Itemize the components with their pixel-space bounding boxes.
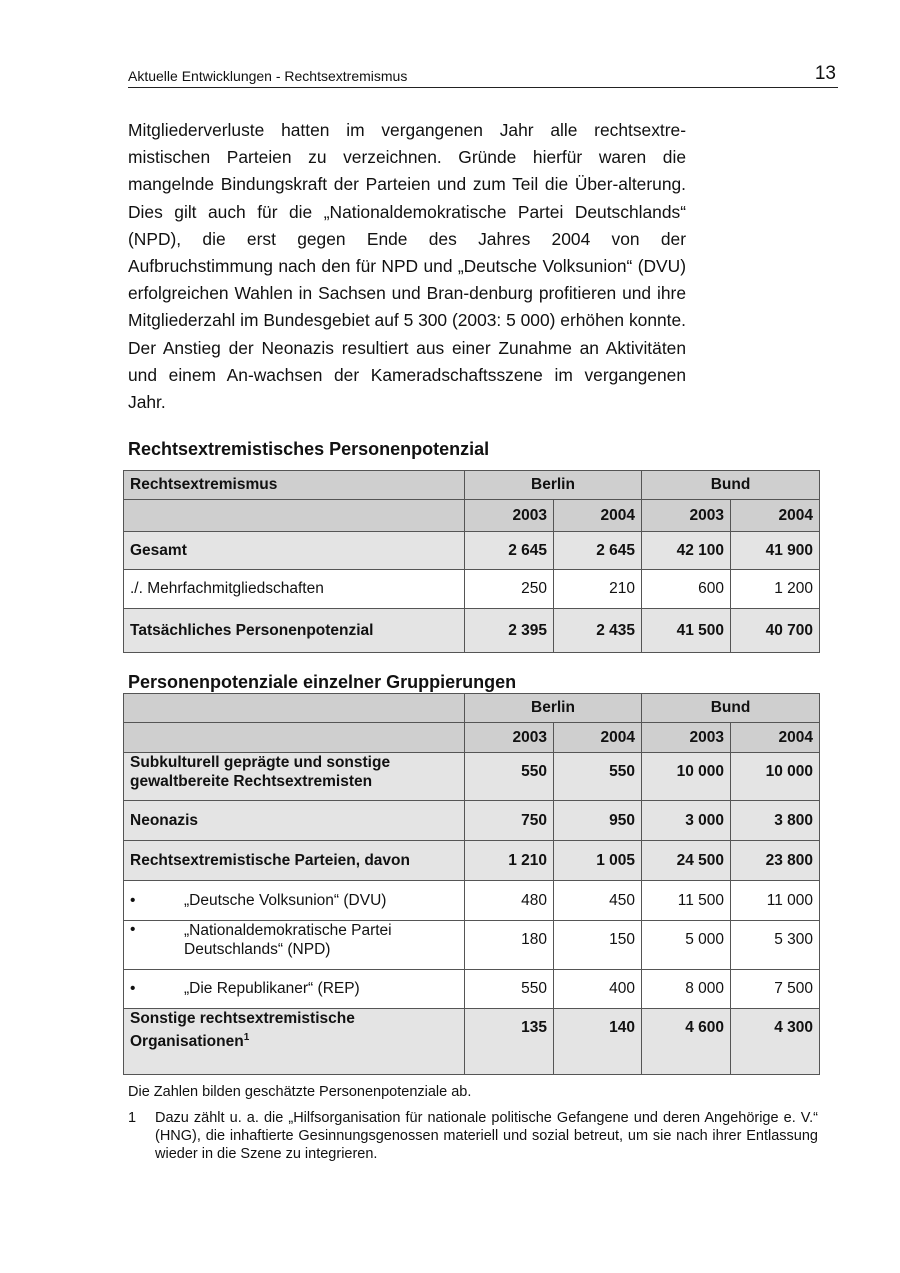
cell-value: 400 — [554, 970, 642, 1009]
cell-value: 24 500 — [642, 841, 731, 881]
table2-year: 2004 — [731, 723, 820, 753]
cell-value: 11 000 — [731, 881, 820, 921]
table-row — [124, 841, 820, 881]
footnote-text: Dazu zählt u. a. die „Hilfsorganisation für nationale politische Gefangene und deren Angehörige e. V.“ (HNG), die inhaftierte Gesinnungsgenossen materiell und sozial betreut, um sie nach ihrer Entlassung wieder in die Szene zu integrieren. — [155, 1110, 818, 1162]
cell-value: 2 645 — [465, 532, 554, 570]
table-row — [124, 532, 820, 570]
cell-value: 5 000 — [642, 921, 731, 970]
cell-value: 7 500 — [731, 970, 820, 1009]
row-label: Tatsächliches Personenpotenzial — [124, 609, 465, 653]
table1-group-header-row — [124, 471, 820, 500]
table2-group-bund: Bund — [642, 694, 820, 723]
bullet: • — [130, 980, 136, 997]
table-row — [124, 970, 820, 1009]
table2-title: Personenpotenziale einzelner Gruppierungen — [128, 672, 517, 692]
cell-value: 10 000 — [642, 753, 731, 801]
table1-year: 2003 — [465, 500, 554, 532]
table2-header-blank — [124, 694, 465, 723]
table1-header-label: Rechtsextremismus — [124, 471, 465, 500]
cell-value: 1 005 — [554, 841, 642, 881]
cell-value: 42 100 — [642, 532, 731, 570]
cell-value: 250 — [465, 570, 554, 609]
cell-value: 8 000 — [642, 970, 731, 1009]
row-label-line: Sonstige rechtsextremistische — [130, 1010, 355, 1027]
row-label — [124, 881, 465, 921]
table2-year-row — [124, 723, 820, 753]
footnote-marker: 1 — [243, 1032, 250, 1043]
row-label: Rechtsextremistische Parteien, davon — [124, 841, 465, 881]
table-row — [124, 570, 820, 609]
cell-value: 5 300 — [731, 921, 820, 970]
table2-group-berlin: Berlin — [465, 694, 642, 723]
row-label-text: „Deutsche Volksunion“ (DVU) — [184, 891, 387, 909]
row-label-line: gewaltbereite Rechtsextremisten — [130, 773, 373, 790]
cell-value: 550 — [465, 753, 554, 801]
cell-value: 140 — [554, 1009, 642, 1075]
footnote — [128, 1109, 818, 1163]
row-label: ./. Mehrfachmitgliedschaften — [124, 570, 465, 609]
cell-value: 550 — [465, 970, 554, 1009]
cell-value: 450 — [554, 881, 642, 921]
cell-value: 210 — [554, 570, 642, 609]
table1-year-blank — [124, 500, 465, 532]
table2-group-header-row — [124, 694, 820, 723]
table1-year: 2004 — [554, 500, 642, 532]
table1-year-row — [124, 500, 820, 532]
cell-value: 10 000 — [731, 753, 820, 801]
table-row — [124, 921, 820, 970]
table2-year-blank — [124, 723, 465, 753]
cell-value: 1 210 — [465, 841, 554, 881]
bullet: • — [130, 921, 136, 938]
table-row — [124, 609, 820, 653]
row-label-line: Organisationen — [130, 1033, 244, 1051]
table1-title: Rechtsextremistisches Personenpotenzial — [128, 439, 490, 459]
footnote-number: 1 — [128, 1110, 137, 1126]
cell-value: 4 600 — [642, 1009, 731, 1075]
row-label — [124, 921, 465, 970]
table-row — [124, 801, 820, 841]
table-row — [124, 1009, 820, 1075]
row-label: Gesamt — [124, 532, 465, 570]
table-row — [124, 881, 820, 921]
table-gruppierungen — [123, 693, 820, 1075]
cell-value: 950 — [554, 801, 642, 841]
cell-value: 750 — [465, 801, 554, 841]
page-header — [128, 62, 838, 88]
bullet: • — [130, 891, 136, 909]
table2-year: 2004 — [554, 723, 642, 753]
table1-group-bund: Bund — [642, 471, 820, 500]
table1-year: 2003 — [642, 500, 731, 532]
row-label — [124, 753, 465, 801]
cell-value: 11 500 — [642, 881, 731, 921]
cell-value: 2 395 — [465, 609, 554, 653]
cell-value: 41 500 — [642, 609, 731, 653]
table-note: Die Zahlen bilden geschätzte Personenpotenziale ab. — [128, 1084, 472, 1100]
table1-group-berlin: Berlin — [465, 471, 642, 500]
cell-value: 550 — [554, 753, 642, 801]
cell-value: 4 300 — [731, 1009, 820, 1075]
cell-value: 135 — [465, 1009, 554, 1075]
cell-value: 2 645 — [554, 532, 642, 570]
cell-value: 1 200 — [731, 570, 820, 609]
cell-value: 600 — [642, 570, 731, 609]
cell-value: 3 000 — [642, 801, 731, 841]
table-personenpotenzial — [123, 470, 820, 653]
cell-value: 150 — [554, 921, 642, 970]
table2-year: 2003 — [465, 723, 554, 753]
row-label-line: Deutschlands“ (NPD) — [184, 941, 331, 958]
row-label-text: „Die Republikaner“ (REP) — [184, 980, 360, 997]
page-number: 13 — [814, 63, 836, 84]
cell-value: 480 — [465, 881, 554, 921]
row-label: Neonazis — [124, 801, 465, 841]
running-title: Aktuelle Entwicklungen - Rechtsextremismus — [128, 68, 408, 84]
table1-year: 2004 — [731, 500, 820, 532]
row-label — [124, 1009, 465, 1075]
row-label — [124, 970, 465, 1009]
table2-year: 2003 — [642, 723, 731, 753]
cell-value: 2 435 — [554, 609, 642, 653]
row-label-line: Subkulturell geprägte und sonstige — [130, 754, 391, 771]
row-label-line: „Nationaldemokratische Partei — [184, 922, 392, 939]
cell-value: 3 800 — [731, 801, 820, 841]
cell-value: 41 900 — [731, 532, 820, 570]
cell-value: 23 800 — [731, 841, 820, 881]
cell-value: 40 700 — [731, 609, 820, 653]
body-paragraph: Mitgliederverluste hatten im vergangenen Jahr alle rechtsextre-mistischen Parteien zu verzeichnen. Gründe hierfür waren die mangelnde Bindungskraft der Parteien und zum Teil die Über-alterung. Dies gilt auch für die „Nationaldemokratische Partei Deutschlands“ (NPD), die erst gegen Ende des Jahres 2004 von der Aufbruchstimmung nach den für NPD und „Deutsche Volksunion“ (DVU) erfolgreichen Wahlen in Sachsen und Bran-denburg profitieren und ihre Mitgliederzahl im Bundesgebiet auf 5 300 (2003: 5 000) erhöhen konnte. Der Anstieg der Neonazis resultiert aus einer Zunahme an Aktivitäten und einem An-wachsen der Kameradschaftsszene im vergangenen Jahr. — [128, 120, 686, 413]
table-row — [124, 753, 820, 801]
cell-value: 180 — [465, 921, 554, 970]
